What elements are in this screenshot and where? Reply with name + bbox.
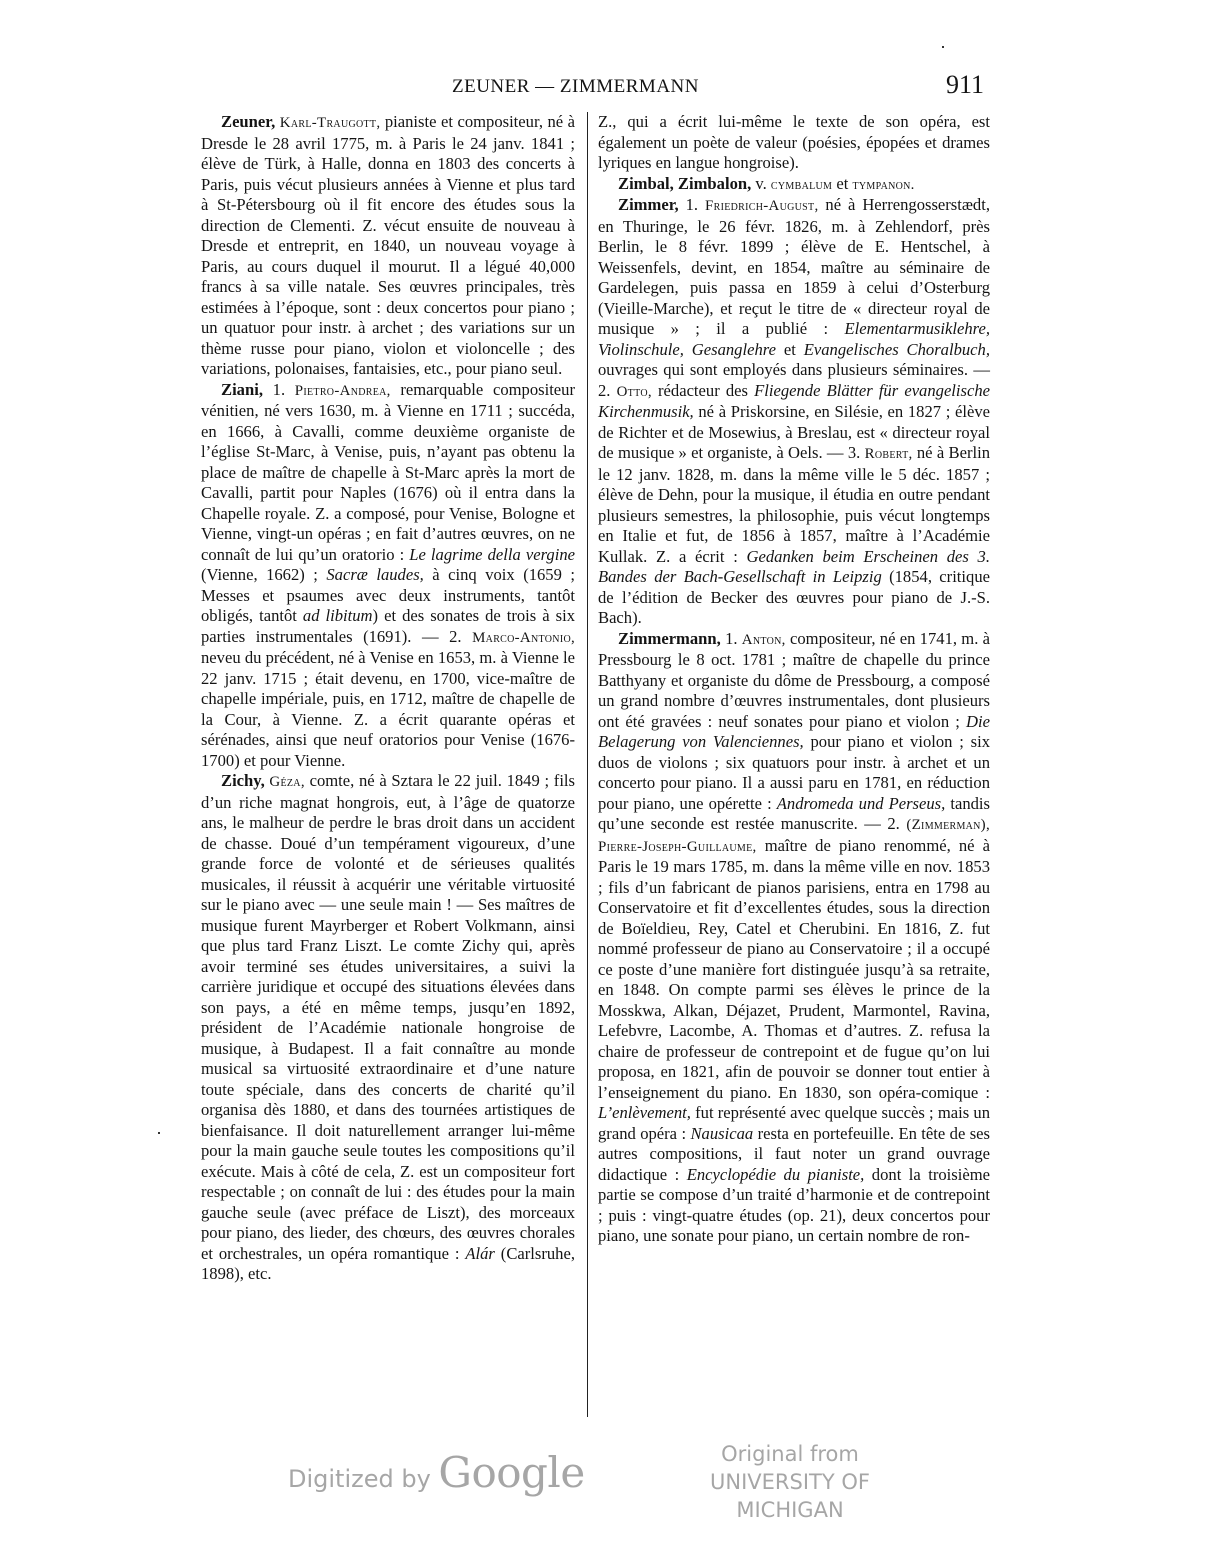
entry-text: compositeur, né en 1741, m. à Pressbourg le 8 oct. 1781 ; maître de chapelle du prince Batthyany et organiste du dôme de Pressbourg, a composé un grand nombre d’œuvres instrumentales, dont plusieurs ont été gravées : neuf sonates pour piano et violon ; — [598, 628, 990, 731]
work-title: Sacræ laudes, — [326, 565, 424, 584]
person-name: Anton, — [741, 631, 786, 648]
cross-reference: tympanon. — [852, 176, 915, 193]
entry-text: maître de piano renommé, né à Paris le 19 mars 1785, m. dans la même ville en nov. 1853 ; fils d’un fabricant de pianos parisiens, entra en 1798 au Conservatoire et fit d’excellentes études, sous la direction de Boïeldieu, Rey, Catel et Cherubini. En 1816, Z. fut nommé professeur de piano au Conservatoire ; il a occupé ce poste d’une manière fort distinguée jusqu’à sa retraite, en 1848. On compte parmi ses élèves le prince de la Mosskwa, Alkan, Déjazet, Prudent, Marmontel, Ravina, Lefebvre, Lacombe, A. Thomas et d’autres. Z. refusa la chaire de professeur de contrepoint et de fugue qu’on lui proposa, en 1821, afin de pouvoir se donner tout entier à l’enseignement du piano. En 1830, son opéra-comique : — [598, 835, 990, 1102]
entry-text: pianiste et compositeur, né à Dresde le 28 avril 1775, m. à Paris le 24 janv. 1841 ; élève de Türk, à Halle, donna en 1803 des concerts à Paris, puis vécut plusieurs années à Vienne et plus tard à St-Pétersbourg où il fit encore des études sous la direction de Clementi. Z. vécut ensuite de nouveau à Dresde et entreprit, en 1840, un nouveau voyage à Paris, au cours duquel il mourut. Il a légué 40,000 francs à sa ville natale. Ses œuvres principales, très estimées à l’époque, sont : deux concertos pour piano ; un quatuor pour instr. à archet ; des variations sur un thème russe pour piano, violon et violoncelle ; des variations, polonaises, fantaisies, etc., pour piano seul. — [201, 112, 575, 378]
work-title: Fliegende Blätter für evangelische Kirchenmusik, — [598, 380, 991, 421]
entry-text: ouvrages qui sont employés dans plusieurs séminaires. — 2. — [598, 360, 990, 400]
work-title: L’enlèvement, — [598, 1103, 691, 1122]
work-title: Encyclopédie du pianiste, — [686, 1164, 865, 1184]
headword: Zimbal, Zimbalon, — [618, 173, 752, 193]
entry-text: v. — [751, 173, 771, 193]
work-title: ad libitum — [302, 606, 373, 625]
entry-text: rédacteur des — [651, 380, 755, 400]
entry-text: resta en portefeuille. En tête de ses autres compositions, il faut noter un grand ouvrage didactique : — [598, 1123, 991, 1184]
entry-zichy-continued — [598, 112, 990, 174]
original-from-watermark — [665, 1440, 915, 1524]
entry-text: ) et des sonates de trois à six parties instrumentales (1691). — 2. — [201, 606, 576, 646]
entry-text: tandis qu’une seconde est restée manuscrite. — 2. — [598, 793, 990, 833]
left-column — [201, 112, 575, 1285]
person-name: Pietro-Andrea, — [294, 382, 391, 399]
work-title: Elementarmusiklehre, Violinschule, Gesanglehre — [598, 319, 990, 359]
entry-zimmermann — [598, 629, 990, 1247]
work-title: Andromeda und Perseus, — [776, 793, 946, 813]
headword: Ziani, — [221, 379, 263, 399]
headword: Zeuner, — [221, 112, 276, 131]
entry-zeuner — [201, 112, 575, 380]
work-title: Evangelisches Choralbuch, — [803, 339, 990, 359]
column-divider — [587, 112, 588, 1417]
entry-text: Z., qui a écrit lui-même le texte de son opéra, est également un poète de valeur (poésies, épopées et drames lyriques en langue hongroise). — [598, 112, 990, 172]
headword: Zimmer, — [618, 195, 679, 214]
google-wordmark: Google — [438, 1448, 585, 1497]
work-title: Nausicaa — [690, 1123, 754, 1143]
entry-text: (1854, critique de l’édition de Becker des œuvres pour piano de J.-S. Bach). — [598, 567, 990, 627]
entry-text: fut représenté avec quelque succès ; mais un grand opéra : — [598, 1103, 990, 1143]
person-name: Otto, — [616, 383, 652, 400]
entry-text: remarquable compositeur vénitien, né vers 1630, m. à Vienne en 1711 ; succéda, en 1666, à Cavalli, comme deuxième organiste de l’église St-Marc, à Venise, puis, n’ayant pas obtenu la place de maître de chapelle à St-Marc après la mort de Cavalli, partit pour Naples (1676) où il entra dans la Chapelle royale. Z. a composé, pour Venise, Bologne et Vienne, vingt-un opéras ; en fait d’autres œuvres, on ne connaît de lui qu’un oratorio : — [201, 379, 575, 564]
entry-text: pour piano et violon ; six duos de violons ; six quatuors pour instr. à archet et un concerto pour piano. Il a aussi paru en 1781, en réduction pour piano, une opérette : — [598, 732, 990, 813]
work-title: Alár — [465, 1243, 495, 1263]
entry-zimbal — [598, 174, 990, 196]
entry-text: à cinq voix (1659 ; Messes et psaumes avec deux instruments, tantôt obligés, tantôt — [201, 565, 575, 625]
entry-text: (Vienne, 1662) ; — [201, 565, 327, 584]
person-name: Friedrich-August, — [705, 198, 819, 214]
headword: Zichy, — [221, 771, 265, 790]
entry-text: 1. — [720, 628, 742, 648]
entry-text: et — [832, 173, 853, 193]
cross-reference: cymbalum — [770, 176, 833, 193]
person-name: (Zimmerman), Pierre-Joseph-Guillaume, — [598, 817, 990, 855]
headword: Zimmermann, — [618, 628, 721, 648]
entry-text: comte, né à Sztara le 22 juil. 1849 ; fils d’un riche magnat hongrois, eut, à l’âge de quatorze ans, le malheur de perdre le bras droit dans un accident de chasse. Doué d’un tempérament vigoureux, d’une grande force de volonté et de sérieuses qualités musicales, il réussit à acquérir une véritable virtuosité sur le piano avec — une seule main ! — Ses maîtres de musique furent Mayrberger et Robert Volkmann, ainsi que plus tard Franz Liszt. Le comte Zichy qui, après avoir terminé ses études universitaires, a suivi la carrière juridique et occupé des situations élevées dans son pays, a été en même temps, jusqu’en 1892, président de l’Académie nationale hongroise de musique, à Budapest. Il a fait connaître au monde musical sa virtuosité extraordinaire et d’une nature toute spéciale, dans des concerts de charité qu’il organisa dès 1880, et dans des tournées artistiques de bienfaisance. Il doit naturellement arranger lui-même pour la main gauche seule toutes les compositions qu’il exécute. Mais à côté de cela, Z. est un compositeur fort respectable ; on connaît de lui : des études pour la main gauche seule (avec préface de Liszt), des morceaux pour piano, des lieder, des chœurs, des œuvres chorales et orchestrales, un opéra romantique : — [201, 771, 575, 1263]
person-name: Géza, — [264, 774, 305, 790]
work-title: Die Belagerung von Valenciennes, — [598, 711, 990, 751]
entry-zichy — [201, 771, 575, 1285]
entry-ziani — [201, 380, 575, 772]
person-name: Marco-Antonio, — [472, 629, 575, 646]
entry-text: né à Berlin le 12 janv. 1828, m. dans la même ville le 5 déc. 1857 ; élève de Dehn, pour la musique, il étudia en outre pendant plusieurs semestres, la philosophie, puis vécut longtemps en Italie et fut, de 1856 à 1857, maître à l’Académie Kullak. Z. a écrit : — [598, 443, 990, 566]
work-title: Le lagrime della vergine — [409, 544, 575, 564]
university-label: UNIVERSITY OF MICHIGAN — [710, 1470, 870, 1522]
entry-text: dont la troisième partie se compose d’un traité d’harmonie et de contrepoint ; puis : vingt-quatre études (op. 21), deux concertos pour piano, une sonate pour piano, un certain nombre de ron- — [598, 1164, 991, 1245]
entry-text: 1. — [262, 379, 295, 399]
entry-text: (Carlsruhe, 1898), etc. — [201, 1243, 575, 1283]
entry-text: neveu du précédent, né à Venise en 1653, m. à Vienne le 22 janv. 1715 ; était devenu, en 1700, vice-maître de chapelle impériale, puis, en 1712, maître de chapelle de la Cour, à Vienne. Z. a écrit quarante opéras et sérénades, ainsi que neuf oratorios pour Venise (1676-1700) et pour Vienne. — [201, 648, 575, 770]
person-name: Karl-Traugott, — [279, 115, 381, 131]
digitized-by-google-watermark — [288, 1448, 585, 1497]
scan-speck — [942, 46, 944, 48]
entry-text: né à Priskorsine, en Silésie, en 1827 ; élève de Richter et de Mosewius, à Breslau, est « directeur royal de musique » et organiste, à Oels. — 3. — [598, 402, 990, 462]
entry-text: né à Herrengosserstædt, en Thuringe, le 26 févr. 1826, m. à Zehlendorf, près Berlin, le 8 févr. 1899 ; élève de E. Hentschel, à Weissenfels, devint, en 1854, maître au séminaire de Gardelegen, puis passa en 1859 à celui d’Osterburg (Vieille-Marche), et reçut le titre de « directeur royal de musique » ; il a publié : — [598, 195, 990, 338]
page-number: 911 — [946, 70, 985, 99]
original-from-label: Original from — [721, 1442, 859, 1466]
person-name: Robert, — [864, 446, 913, 462]
work-title: Gedanken beim Erscheinen des 3. Bandes der Bach-Gesellschaft in Leipzig — [598, 546, 990, 586]
entry-text: 1. — [678, 195, 706, 214]
entry-zimmer — [598, 195, 990, 629]
running-head: ZEUNER — ZIMMERMANN — [452, 76, 699, 97]
scan-speck — [158, 1132, 160, 1134]
right-column — [598, 112, 990, 1247]
digitized-prefix: Digitized by — [288, 1465, 439, 1493]
entry-text: et — [775, 339, 804, 359]
